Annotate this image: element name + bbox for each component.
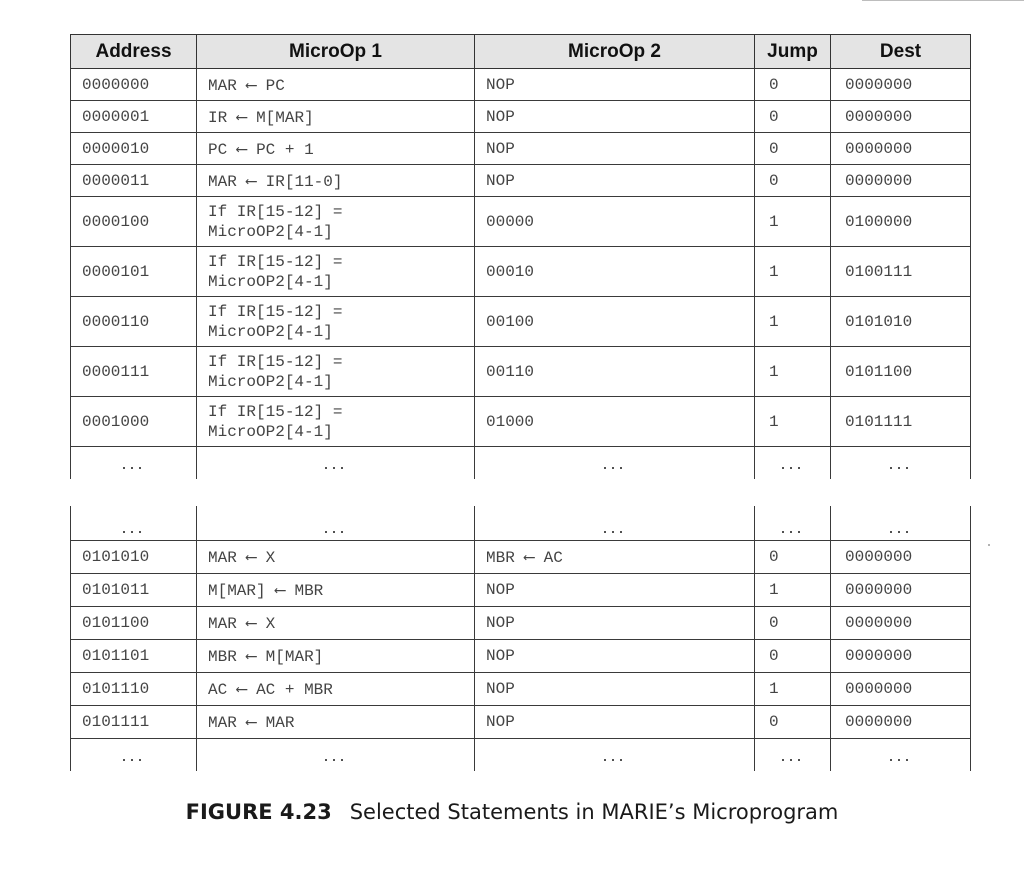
ellipsis-cell: ... xyxy=(71,447,197,480)
condition-field: MicroOP2[4-1] xyxy=(208,222,333,241)
ellipsis-row xyxy=(71,506,971,541)
op1-target: PC xyxy=(208,140,228,159)
condition-line: If IR[15-12] = xyxy=(208,202,343,221)
condition-line: If IR[15-12] = xyxy=(208,402,343,421)
microop2-cell xyxy=(475,541,755,574)
ellipsis-cell: ... xyxy=(831,447,971,480)
condition-line: If IR[15-12] = xyxy=(208,352,343,371)
ellipsis-cell: ... xyxy=(475,447,755,480)
dest-cell: 0000000 xyxy=(831,706,971,739)
microop2-cell: 01000 xyxy=(475,397,755,447)
top-edge-line xyxy=(862,0,1024,1)
jump-cell: 0 xyxy=(755,69,831,101)
condition-field: MicroOP2[4-1] xyxy=(208,272,333,291)
table-row xyxy=(71,165,971,197)
arrow-icon: ⟵ xyxy=(246,549,257,567)
dest-cell: 0000000 xyxy=(831,69,971,101)
arrow-icon: ⟵ xyxy=(524,549,535,567)
microop2-cell: NOP xyxy=(475,101,755,133)
op1-target: MAR xyxy=(208,549,237,567)
table-row xyxy=(71,397,971,447)
dest-cell: 0101111 xyxy=(831,397,971,447)
dest-cell: 0000000 xyxy=(831,133,971,165)
microop2-cell: NOP xyxy=(475,607,755,640)
table-row xyxy=(71,101,971,133)
table-row xyxy=(71,297,971,347)
arrow-icon: ⟵ xyxy=(246,172,257,191)
dest-cell: 0100111 xyxy=(831,247,971,297)
address-cell: 0000111 xyxy=(71,347,197,397)
microop2-cell: 00010 xyxy=(475,247,755,297)
ellipsis-cell: ... xyxy=(197,739,475,772)
arrow-icon: ⟵ xyxy=(246,714,257,732)
microop2-cell: NOP xyxy=(475,706,755,739)
op1-target: MAR xyxy=(208,714,237,732)
address-cell: 0101110 xyxy=(71,673,197,706)
op1-source: X xyxy=(265,615,276,633)
figure-title: Selected Statements in MARIE’s Microprogram xyxy=(349,800,839,824)
microop1-cell xyxy=(197,69,475,101)
condition-field: MicroOP2[4-1] xyxy=(208,322,333,341)
op1-target: MAR xyxy=(208,615,237,633)
ellipsis-cell: ... xyxy=(755,506,831,541)
arrow-icon: ⟵ xyxy=(236,108,247,127)
dest-cell: 0100000 xyxy=(831,197,971,247)
op1-target: MAR xyxy=(208,76,237,95)
jump-cell: 0 xyxy=(755,541,831,574)
microop1-cell xyxy=(197,247,475,297)
figure-caption xyxy=(0,800,1024,824)
ellipsis-cell: ... xyxy=(475,506,755,541)
arrow-icon: ⟵ xyxy=(236,681,247,699)
op1-source: MBR xyxy=(294,582,324,600)
microop1-cell xyxy=(197,347,475,397)
microprogram-table-bottom xyxy=(70,506,971,771)
table-row xyxy=(71,607,971,640)
address-cell: 0101011 xyxy=(71,574,197,607)
condition-line: If IR[15-12] = xyxy=(208,252,343,271)
op1-source: IR[11-0] xyxy=(265,172,343,191)
microop2-cell: 00100 xyxy=(475,297,755,347)
header-address: Address xyxy=(71,35,197,69)
address-cell: 0001000 xyxy=(71,397,197,447)
microop1-cell xyxy=(197,706,475,739)
address-cell: 0101101 xyxy=(71,640,197,673)
address-cell: 0101111 xyxy=(71,706,197,739)
ellipsis-cell: ... xyxy=(831,739,971,772)
ellipsis-cell: ... xyxy=(197,447,475,480)
ellipsis-cell: ... xyxy=(197,506,475,541)
condition-field: MicroOP2[4-1] xyxy=(208,422,333,441)
op1-source: PC + 1 xyxy=(256,140,314,159)
jump-cell: 0 xyxy=(755,640,831,673)
jump-cell: 1 xyxy=(755,197,831,247)
dest-cell: 0000000 xyxy=(831,607,971,640)
microop1-cell xyxy=(197,673,475,706)
header-microop2: MicroOp 2 xyxy=(475,35,755,69)
jump-cell: 0 xyxy=(755,706,831,739)
arrow-icon: ⟵ xyxy=(246,76,257,95)
op1-source: AC + MBR xyxy=(256,681,333,699)
microprogram-table-top xyxy=(70,34,971,479)
address-cell: 0000000 xyxy=(71,69,197,101)
dest-cell: 0000000 xyxy=(831,165,971,197)
table-row xyxy=(71,706,971,739)
op1-target: IR xyxy=(208,108,228,127)
table-row xyxy=(71,673,971,706)
microop2-cell: NOP xyxy=(475,640,755,673)
jump-cell: 1 xyxy=(755,247,831,297)
op1-source: X xyxy=(265,549,276,567)
arrow-icon: ⟵ xyxy=(246,615,257,633)
jump-cell: 1 xyxy=(755,347,831,397)
figure-label: FIGURE 4.23 xyxy=(185,800,332,824)
dest-cell: 0000000 xyxy=(831,574,971,607)
jump-cell: 0 xyxy=(755,607,831,640)
dest-cell: 0000000 xyxy=(831,640,971,673)
microop2-cell: NOP xyxy=(475,133,755,165)
condition-line: If IR[15-12] = xyxy=(208,302,343,321)
table-row xyxy=(71,197,971,247)
arrow-icon: ⟵ xyxy=(275,582,285,600)
microop1-cell xyxy=(197,574,475,607)
condition-field: MicroOP2[4-1] xyxy=(208,372,333,391)
microop1-cell xyxy=(197,165,475,197)
scan-speck xyxy=(988,544,990,546)
microop1-cell xyxy=(197,397,475,447)
table-row xyxy=(71,541,971,574)
op1-target: MBR xyxy=(208,648,237,666)
arrow-icon: ⟵ xyxy=(236,140,247,159)
microop2-cell: 00110 xyxy=(475,347,755,397)
jump-cell: 1 xyxy=(755,574,831,607)
jump-cell: 1 xyxy=(755,297,831,347)
address-cell: 0000010 xyxy=(71,133,197,165)
op2-source: AC xyxy=(543,549,563,567)
microop1-cell xyxy=(197,541,475,574)
dest-cell: 0101100 xyxy=(831,347,971,397)
table-row xyxy=(71,247,971,297)
jump-cell: 1 xyxy=(755,673,831,706)
jump-cell: 0 xyxy=(755,133,831,165)
table-row xyxy=(71,640,971,673)
op1-target: MAR xyxy=(208,172,237,191)
address-cell: 0000011 xyxy=(71,165,197,197)
microop2-cell: 00000 xyxy=(475,197,755,247)
table-row xyxy=(71,574,971,607)
op1-target: AC xyxy=(208,681,228,699)
dest-cell: 0000000 xyxy=(831,101,971,133)
op2-target: MBR xyxy=(486,549,515,567)
op1-source: M[MAR] xyxy=(256,108,314,127)
microop2-cell: NOP xyxy=(475,574,755,607)
ellipsis-cell: ... xyxy=(755,447,831,480)
arrow-icon: ⟵ xyxy=(246,648,257,666)
dest-cell: 0000000 xyxy=(831,673,971,706)
microop1-cell xyxy=(197,197,475,247)
microop1-cell xyxy=(197,607,475,640)
dest-cell: 0000000 xyxy=(831,541,971,574)
microop1-cell xyxy=(197,101,475,133)
ellipsis-cell: ... xyxy=(71,506,197,541)
address-cell: 0000100 xyxy=(71,197,197,247)
table-row xyxy=(71,347,971,397)
jump-cell: 0 xyxy=(755,165,831,197)
microop1-cell xyxy=(197,640,475,673)
jump-cell: 0 xyxy=(755,101,831,133)
ellipsis-row xyxy=(71,447,971,480)
op1-source: MAR xyxy=(265,714,295,732)
op1-source: M[MAR] xyxy=(265,648,324,666)
ellipsis-cell: ... xyxy=(475,739,755,772)
address-cell: 0000110 xyxy=(71,297,197,347)
microop2-cell: NOP xyxy=(475,673,755,706)
address-cell: 0000101 xyxy=(71,247,197,297)
header-row xyxy=(71,35,971,69)
header-microop1: MicroOp 1 xyxy=(197,35,475,69)
header-dest: Dest xyxy=(831,35,971,69)
ellipsis-cell: ... xyxy=(831,506,971,541)
ellipsis-row xyxy=(71,739,971,772)
op1-target: M[MAR] xyxy=(208,582,266,600)
jump-cell: 1 xyxy=(755,397,831,447)
microop2-cell: NOP xyxy=(475,69,755,101)
header-jump: Jump xyxy=(755,35,831,69)
op1-source: PC xyxy=(265,76,285,95)
address-cell: 0101100 xyxy=(71,607,197,640)
address-cell: 0101010 xyxy=(71,541,197,574)
address-cell: 0000001 xyxy=(71,101,197,133)
table-row xyxy=(71,133,971,165)
table-row xyxy=(71,69,971,101)
dest-cell: 0101010 xyxy=(831,297,971,347)
microop1-cell xyxy=(197,297,475,347)
ellipsis-cell: ... xyxy=(755,739,831,772)
ellipsis-cell: ... xyxy=(71,739,197,772)
microop1-cell xyxy=(197,133,475,165)
microop2-cell: NOP xyxy=(475,165,755,197)
